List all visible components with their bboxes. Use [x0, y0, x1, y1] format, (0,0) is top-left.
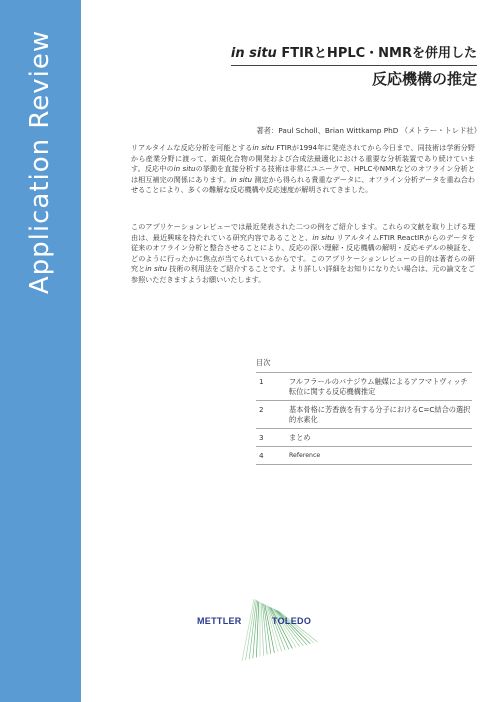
logo-mark-icon: [172, 595, 336, 665]
paragraph-text: の挙動を直接分析する技術は非常にユニークで、HPLCやNMRなどのオフライン分析とは相互補完の関係にあります。: [131, 164, 475, 184]
toc-item-number: 4: [259, 451, 264, 460]
title-line-1: [231, 42, 477, 66]
intro-paragraph-2: [131, 222, 475, 286]
paragraph-text: 技術の利用法をご紹介することです。より詳しい詳細をお知りになりたい場合は、元の論文をご参照いただきますようお願いいたします。: [131, 264, 475, 284]
toc-item-text: フルフラールのバナジウム触媒によるアフマトヴィッチ転位に関する反応機構推定: [289, 377, 468, 396]
toc-item-number: 3: [259, 433, 264, 442]
toc-item-number: 2: [259, 405, 264, 414]
paragraph-text: このアプリケーションレビューでは最近発表された二つの例をご紹介します。これらの文献を取り上げる理由は、最近興味を持たれている研究内容であることと、: [131, 222, 475, 242]
paragraph-text: リアルタイムな反応分析を可能とする: [131, 143, 253, 152]
sidebar-label: Application Review: [25, 29, 55, 295]
in-situ-emphasis: in situ: [173, 164, 196, 174]
paragraph-text: 測定から得られる貴重なデータに、オフライン分析データを重ね合わせることにより、多くの難解な反応機構や反応速度が解明されてきました。: [131, 174, 476, 195]
paragraph-text: リアルタイムFTIR ReactIRからのデータを従来のオフライン分析と整合させることにより、反応の深い理解・反応機構の解明・反応モデルの検証を、どのように行ったかに焦点が当てられているからです。このアプリケーションレビューの目的は著者らの研究と: [131, 232, 475, 274]
toc-item: [256, 373, 472, 401]
title-line-2: 反応機構の推定: [371, 70, 477, 88]
toc-item-text: まとめ: [289, 433, 311, 442]
toc-item: [256, 401, 472, 429]
toc-item-text: Reference: [289, 452, 321, 459]
logo-text-left: METTLER: [197, 616, 242, 626]
sidebar-band: [0, 0, 81, 702]
toc-item-text: 基本骨格に芳香族を有する分子におけるC=C結合の選択的水素化: [289, 405, 471, 424]
in-situ-emphasis: in situ: [230, 174, 253, 184]
document-title: [231, 42, 477, 89]
in-situ-emphasis: in situ: [252, 143, 275, 152]
toc-item: [256, 447, 472, 465]
toc-heading: 目次: [256, 358, 472, 373]
table-of-contents: [256, 358, 472, 465]
mettler-toledo-logo: [172, 595, 336, 665]
paragraph-text: FTIRが1994年に発売されてから今日まで、同技術は学術分野から産業分野に渡って、新規化合物の開発および合成法最適化における重要な分析装置であり続けています。反応中の: [131, 143, 475, 174]
logo-text-right: TOLEDO: [272, 616, 312, 626]
toc-item-number: 1: [259, 377, 264, 386]
in-situ-emphasis: in situ: [145, 264, 167, 274]
toc-item: [256, 429, 472, 447]
title-emphasis: in situ: [230, 46, 277, 61]
in-situ-emphasis: in situ: [312, 232, 335, 242]
intro-paragraph-1: [131, 143, 475, 196]
title-line-1-text: FTIRとHPLC・NMRを併用した: [276, 46, 477, 61]
authors: 著者：Paul Scholl、Brian Wittkamp PhD （メトラー・トレド社）: [256, 126, 481, 135]
